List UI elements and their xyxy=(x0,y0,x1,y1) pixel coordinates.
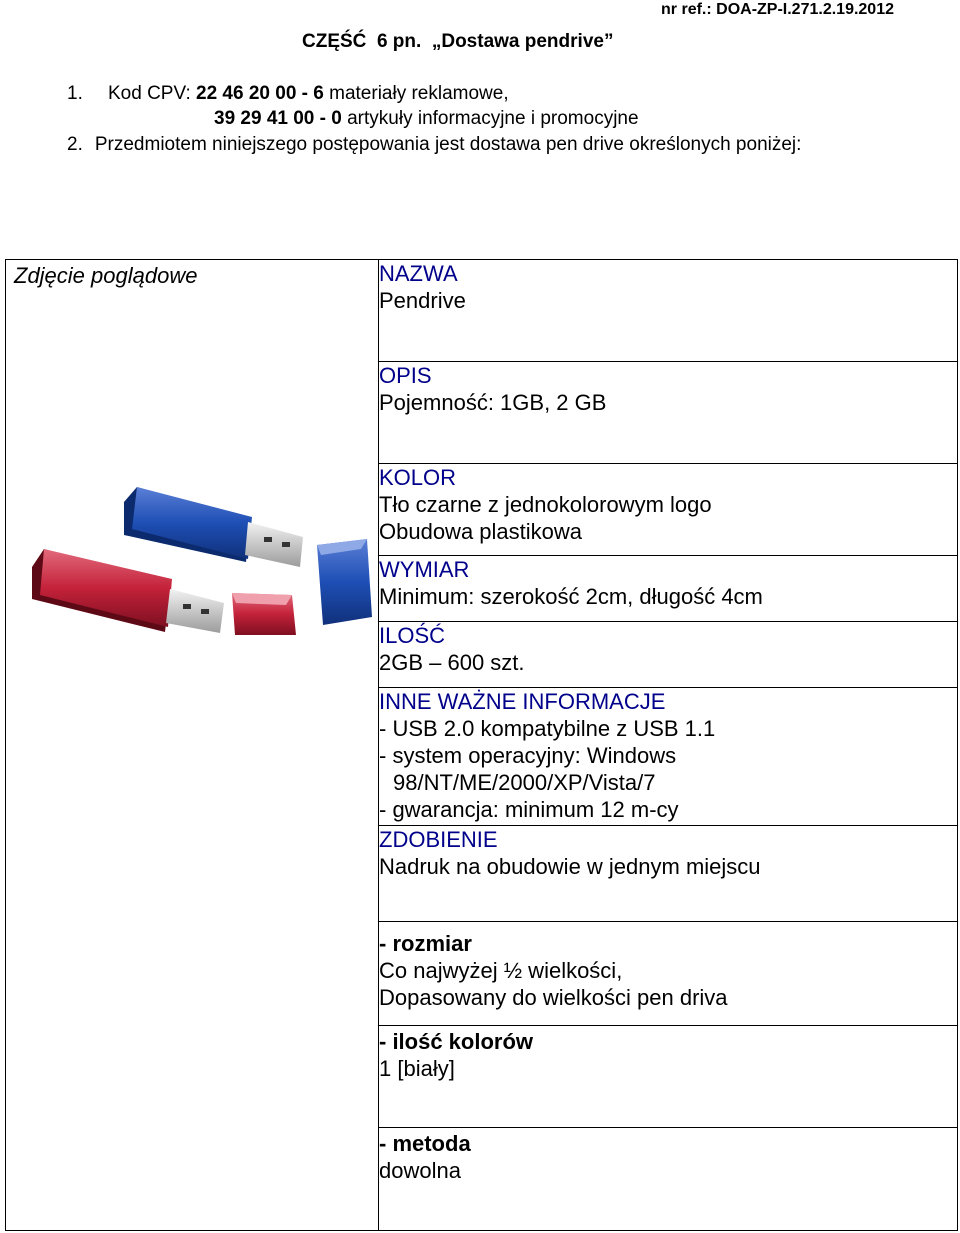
color-value-1: Tło czarne z jednokolorowym logo xyxy=(379,492,712,517)
subject-text: Przedmiotem niniejszego postępowania jest dostawa pen drive określonych poniżej: xyxy=(94,134,802,155)
photo-cell xyxy=(6,260,379,1231)
decoration-cell xyxy=(379,826,958,922)
cpv-code-2: 39 29 41 00 - 0 xyxy=(214,108,342,129)
other-info-cell xyxy=(379,688,958,826)
quantity-cell xyxy=(379,622,958,688)
other-info-os-versions: 98/NT/ME/2000/XP/Vista/7 xyxy=(393,770,656,795)
specification-table xyxy=(5,259,958,1231)
other-info-os: - system operacyjny: Windows xyxy=(379,743,677,768)
red-drive xyxy=(32,549,224,633)
cpv-line-1 xyxy=(108,82,509,106)
colors-count-heading: - ilość kolorów xyxy=(379,1029,534,1054)
cpv-text-2: artykuły informacyjne i promocyjne xyxy=(341,108,639,129)
subject-paragraph xyxy=(67,132,894,158)
quantity-heading: ILOŚĆ xyxy=(379,623,446,648)
size-heading: - rozmiar xyxy=(379,931,472,956)
color-heading: KOLOR xyxy=(379,465,457,490)
other-info-usb: - USB 2.0 kompatybilne z USB 1.1 xyxy=(379,716,716,741)
cpv-label: Kod CPV: xyxy=(108,83,197,104)
point-2-number: 2. xyxy=(67,134,83,155)
cpv-code-1: 22 46 20 00 - 6 xyxy=(196,83,324,104)
part-title: CZĘŚĆ 6 pn. „Dostawa pendrive” xyxy=(302,31,614,52)
colors-count-value: 1 [biały] xyxy=(379,1056,455,1081)
method-heading: - metoda xyxy=(379,1131,471,1156)
size-cell xyxy=(379,922,958,1026)
colors-count-cell xyxy=(379,1026,958,1128)
other-info-heading: INNE WAŻNE INFORMACJE xyxy=(379,689,666,714)
blue-drive xyxy=(124,487,303,567)
name-heading: NAZWA xyxy=(379,261,458,286)
size-value-1: Co najwyżej ½ wielkości, xyxy=(379,958,623,983)
cpv-line-2 xyxy=(214,107,639,131)
description-value: Pojemność: 1GB, 2 GB xyxy=(379,390,607,415)
cpv-text-1: materiały reklamowe, xyxy=(323,83,509,104)
name-value: Pendrive xyxy=(379,288,466,313)
method-value: dowolna xyxy=(379,1158,461,1183)
description-cell xyxy=(379,362,958,464)
pendrive-photo xyxy=(20,467,378,642)
description-heading: OPIS xyxy=(379,363,432,388)
dimension-heading: WYMIAR xyxy=(379,557,470,582)
photo-label: Zdjęcie poglądowe xyxy=(14,263,198,288)
point-1-number: 1. xyxy=(67,83,83,104)
blue-cap xyxy=(317,539,372,625)
decoration-value: Nadruk na obudowie w jednym miejscu xyxy=(379,854,761,879)
reference-number: nr ref.: DOA-ZP-I.271.2.19.2012 xyxy=(661,1,894,18)
red-cap xyxy=(232,593,296,635)
quantity-value: 2GB – 600 szt. xyxy=(379,650,525,675)
other-info-warranty: - gwarancja: minimum 12 m-cy xyxy=(379,797,679,822)
color-cell xyxy=(379,464,958,556)
name-cell xyxy=(379,260,958,362)
method-cell xyxy=(379,1128,958,1231)
dimension-cell xyxy=(379,556,958,622)
dimension-value: Minimum: szerokość 2cm, długość 4cm xyxy=(379,584,763,609)
size-value-2: Dopasowany do wielkości pen driva xyxy=(379,985,728,1010)
decoration-heading: ZDOBIENIE xyxy=(379,827,498,852)
color-value-2: Obudowa plastikowa xyxy=(379,519,583,544)
